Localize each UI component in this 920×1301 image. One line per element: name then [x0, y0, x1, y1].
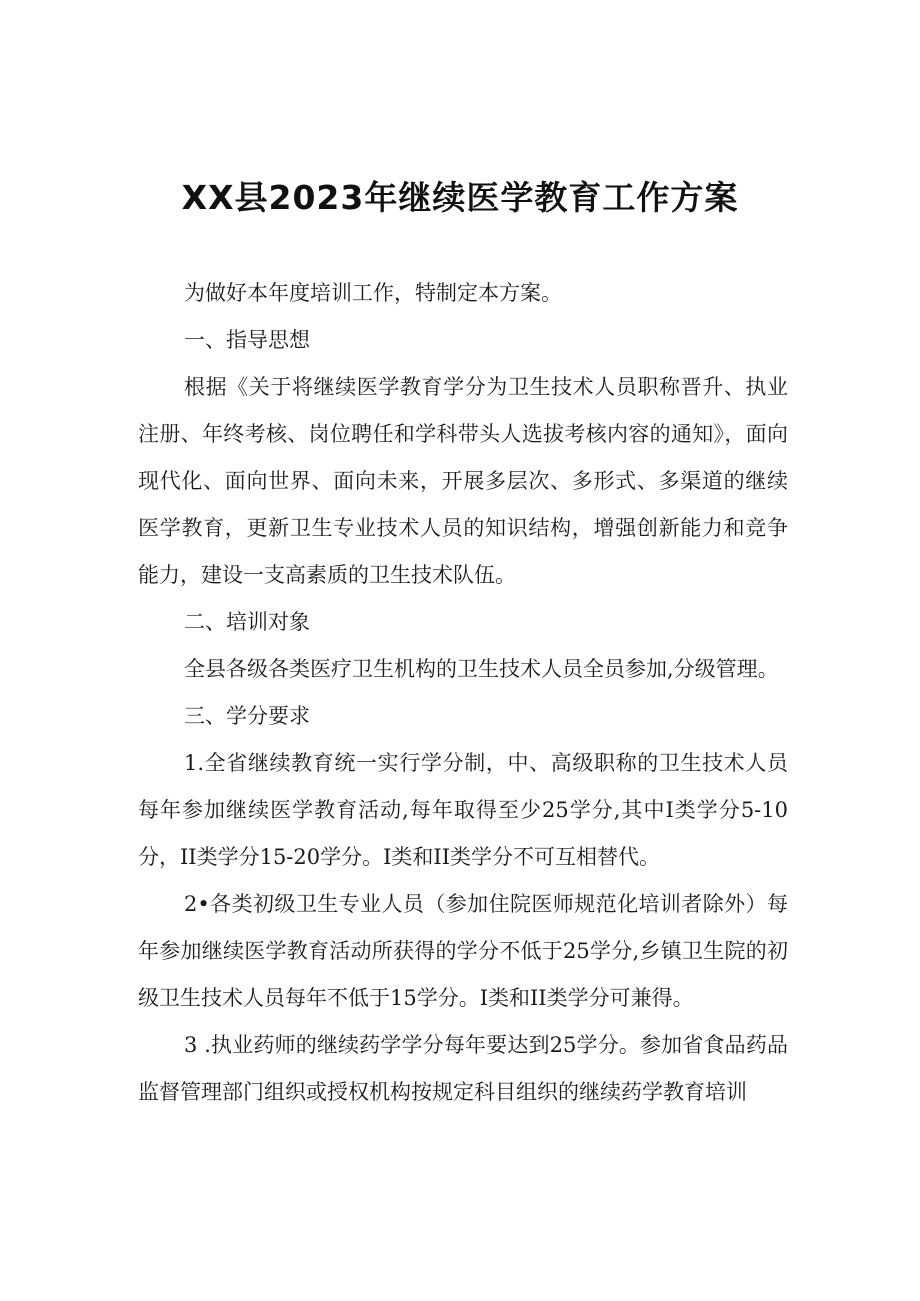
training-targets-paragraph: 全县各级各类医疗卫生机构的卫生技术人员全员参加,分级管理。 [184, 657, 779, 681]
document-body [138, 270, 788, 1116]
section-heading-credit-requirements: 三、学分要求 [184, 704, 310, 728]
section-heading-training-targets: 二、培训对象 [184, 610, 310, 634]
intro-paragraph: 为做好本年度培训工作，特制定本方案。 [184, 281, 562, 305]
credit-requirement-item-2: 2•各类初级卫生专业人员（参加住院医师规范化培训者除外）每年参加继续医学教育活动所获得的学分不低于25学分,乡镇卫生院的初级卫生技术人员每年不低于15学分。I类和II类学分可兼得。 [138, 892, 788, 1010]
credit-requirement-item-3: 3 .执业药师的继续药学学分每年要达到25学分。参加省食品药品监督管理部门组织或授权机构按规定科目组织的继续药学教育培训 [138, 1033, 788, 1104]
section-heading-guiding-ideology: 一、指导思想 [184, 328, 310, 352]
guiding-ideology-paragraph: 根据《关于将继续医学教育学分为卫生技术人员职称晋升、执业注册、年终考核、岗位聘任和学科带头人选拔考核内容的通知》，面向现代化、面向世界、面向未来，开展多层次、多形式、多渠道的继续医学教育，更新卫生专业技术人员的知识结构，增强创新能力和竞争能力，建设一支高素质的卫生技术队伍。 [138, 375, 788, 587]
credit-requirement-item-1: 1.全省继续教育统一实行学分制，中、高级职称的卫生技术人员每年参加继续医学教育活动,每年取得至少25学分,其中I类学分5-10分，II类学分15-20学分。I类和II类学分不可互相替代。 [138, 751, 788, 869]
document-title: XX县2023年继续医学教育工作方案 [181, 178, 739, 217]
